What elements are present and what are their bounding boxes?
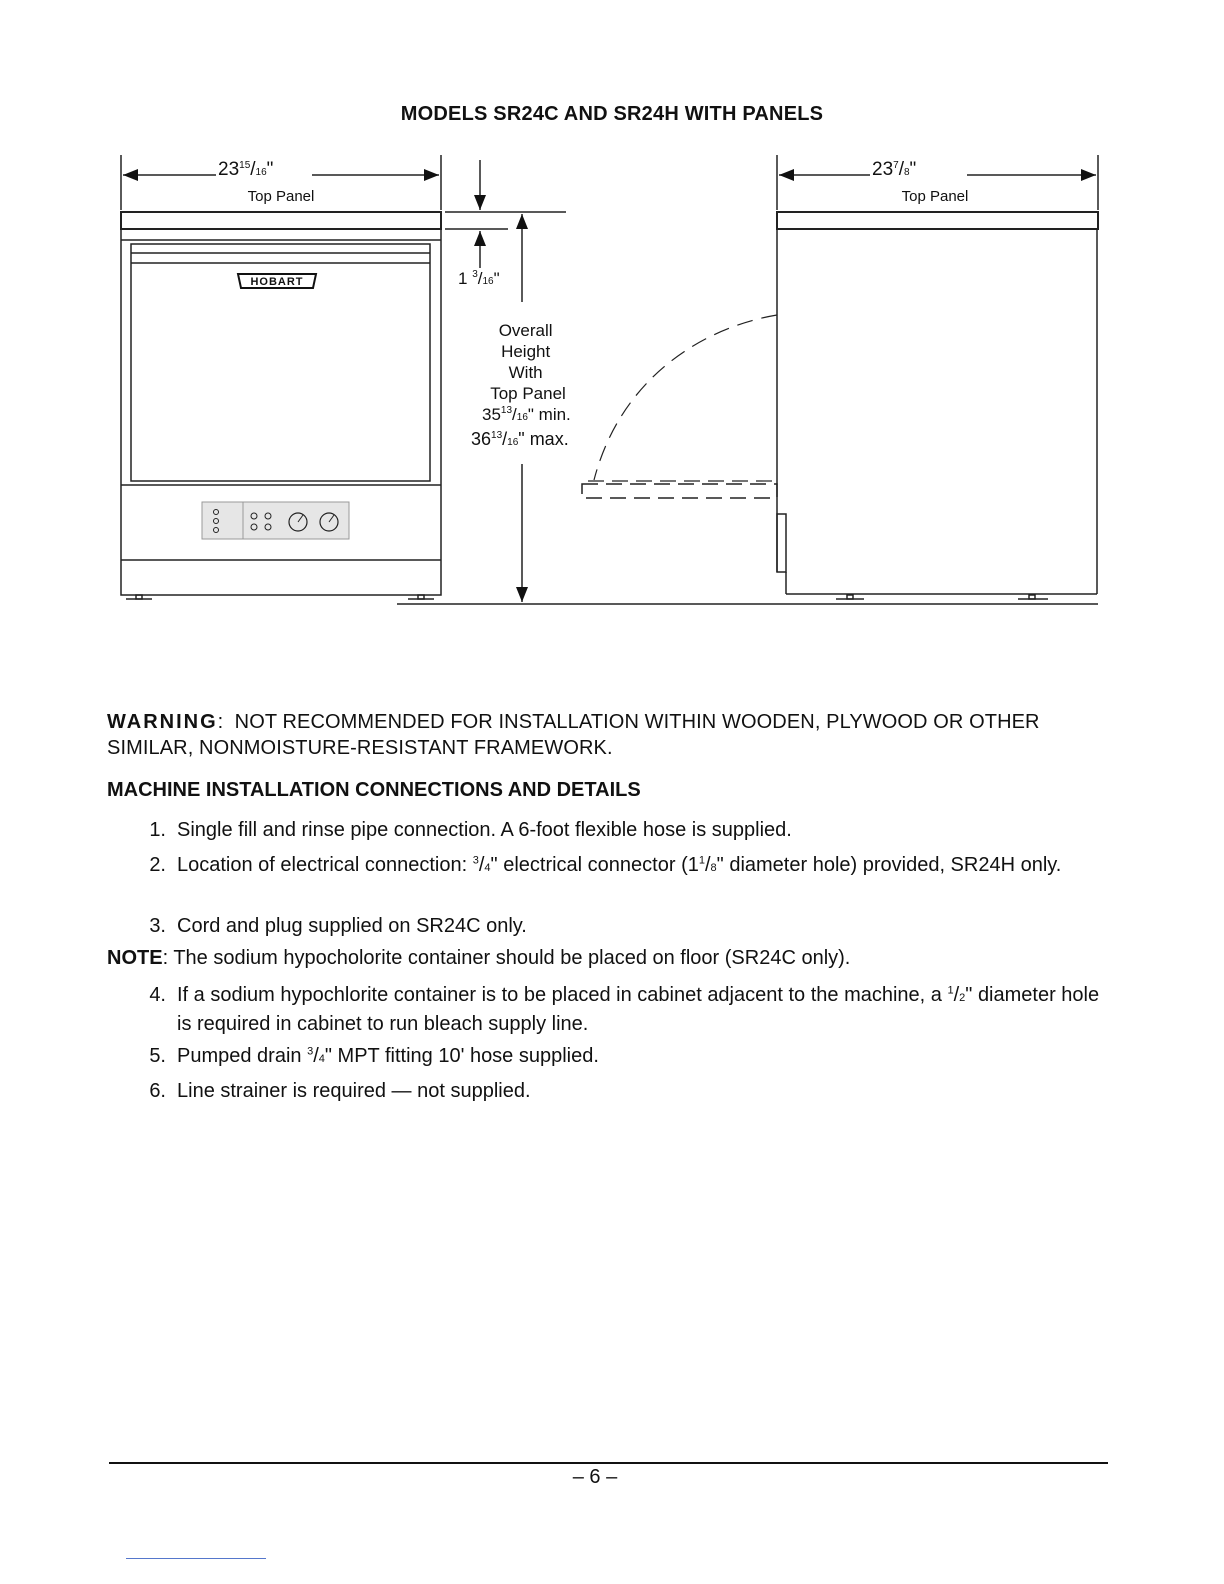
page-number: – 6 – bbox=[572, 1466, 618, 1488]
warning-block: WARNING: NOT RECOMMENDED FOR INSTALLATION WITHIN WOODEN, PLYWOOD OR OTHER SIMILAR, NONMOISTURE-RESISTANT FRAMEWORK. bbox=[107, 711, 1040, 759]
warning-label: WARNING bbox=[107, 711, 218, 733]
list-item: 1. Single fill and rinse pipe connection. A 6-foot flexible hose is supplied. bbox=[149, 819, 792, 841]
page-title: MODELS SR24C AND SR24H WITH PANELS bbox=[400, 103, 824, 125]
note-line bbox=[107, 947, 850, 970]
side-top-panel-label: Top Panel bbox=[901, 188, 969, 205]
section-heading: MACHINE INSTALLATION CONNECTIONS AND DETAILS bbox=[107, 779, 641, 801]
front-top-panel-label: Top Panel bbox=[247, 188, 315, 205]
logo-text: HOBART bbox=[250, 276, 304, 288]
side-width-dimension: $23^7/8$" bbox=[872, 159, 917, 180]
overall-height-label: Overall Height With Top Panel bbox=[490, 321, 566, 403]
front-view bbox=[121, 155, 441, 599]
footer-divider bbox=[109, 1462, 1108, 1464]
note-label: NOTE bbox=[107, 947, 163, 969]
list-item: 4. If a sodium hypochlorite container is to be placed in cabinet adjacent to the machine, a $^1$/2" diameter hole is required in cabinet to run bleach supply line. bbox=[149, 984, 1100, 1035]
list-item: 6. Line strainer is required — not supplied. bbox=[149, 1080, 531, 1102]
note-text: : The sodium hypocholorite container should be placed on floor (SR24C only). bbox=[162, 947, 851, 969]
list-item: 3. Cord and plug supplied on SR24C only. bbox=[149, 915, 527, 937]
height-max-dimension: $36^{13}/16$" max. bbox=[471, 429, 569, 449]
height-dimension bbox=[397, 160, 1098, 604]
side-view bbox=[582, 155, 1098, 599]
bottom-divider bbox=[126, 1558, 266, 1559]
dimension-diagram bbox=[0, 140, 1224, 620]
list-item: 2. Location of electrical connection: $^3$/4" electrical connector ($1^1/8$" diameter hole) provided, SR24H only. bbox=[149, 854, 1062, 876]
panel-thickness-dimension: 1 $^3$/16" bbox=[458, 269, 500, 288]
hobart-logo bbox=[238, 274, 316, 288]
warning-text: NOT RECOMMENDED FOR INSTALLATION WITHIN WOODEN, PLYWOOD OR OTHER SIMILAR, NONMOISTURE-RESISTANT FRAMEWORK. bbox=[107, 711, 1040, 759]
height-min-dimension: $35^{13}/16$" min. bbox=[482, 405, 571, 424]
list-item: 5. Pumped drain $^3$/4" MPT fitting 10' hose supplied. bbox=[149, 1045, 599, 1067]
front-width-dimension: $23^{15}/16$" bbox=[218, 159, 274, 180]
